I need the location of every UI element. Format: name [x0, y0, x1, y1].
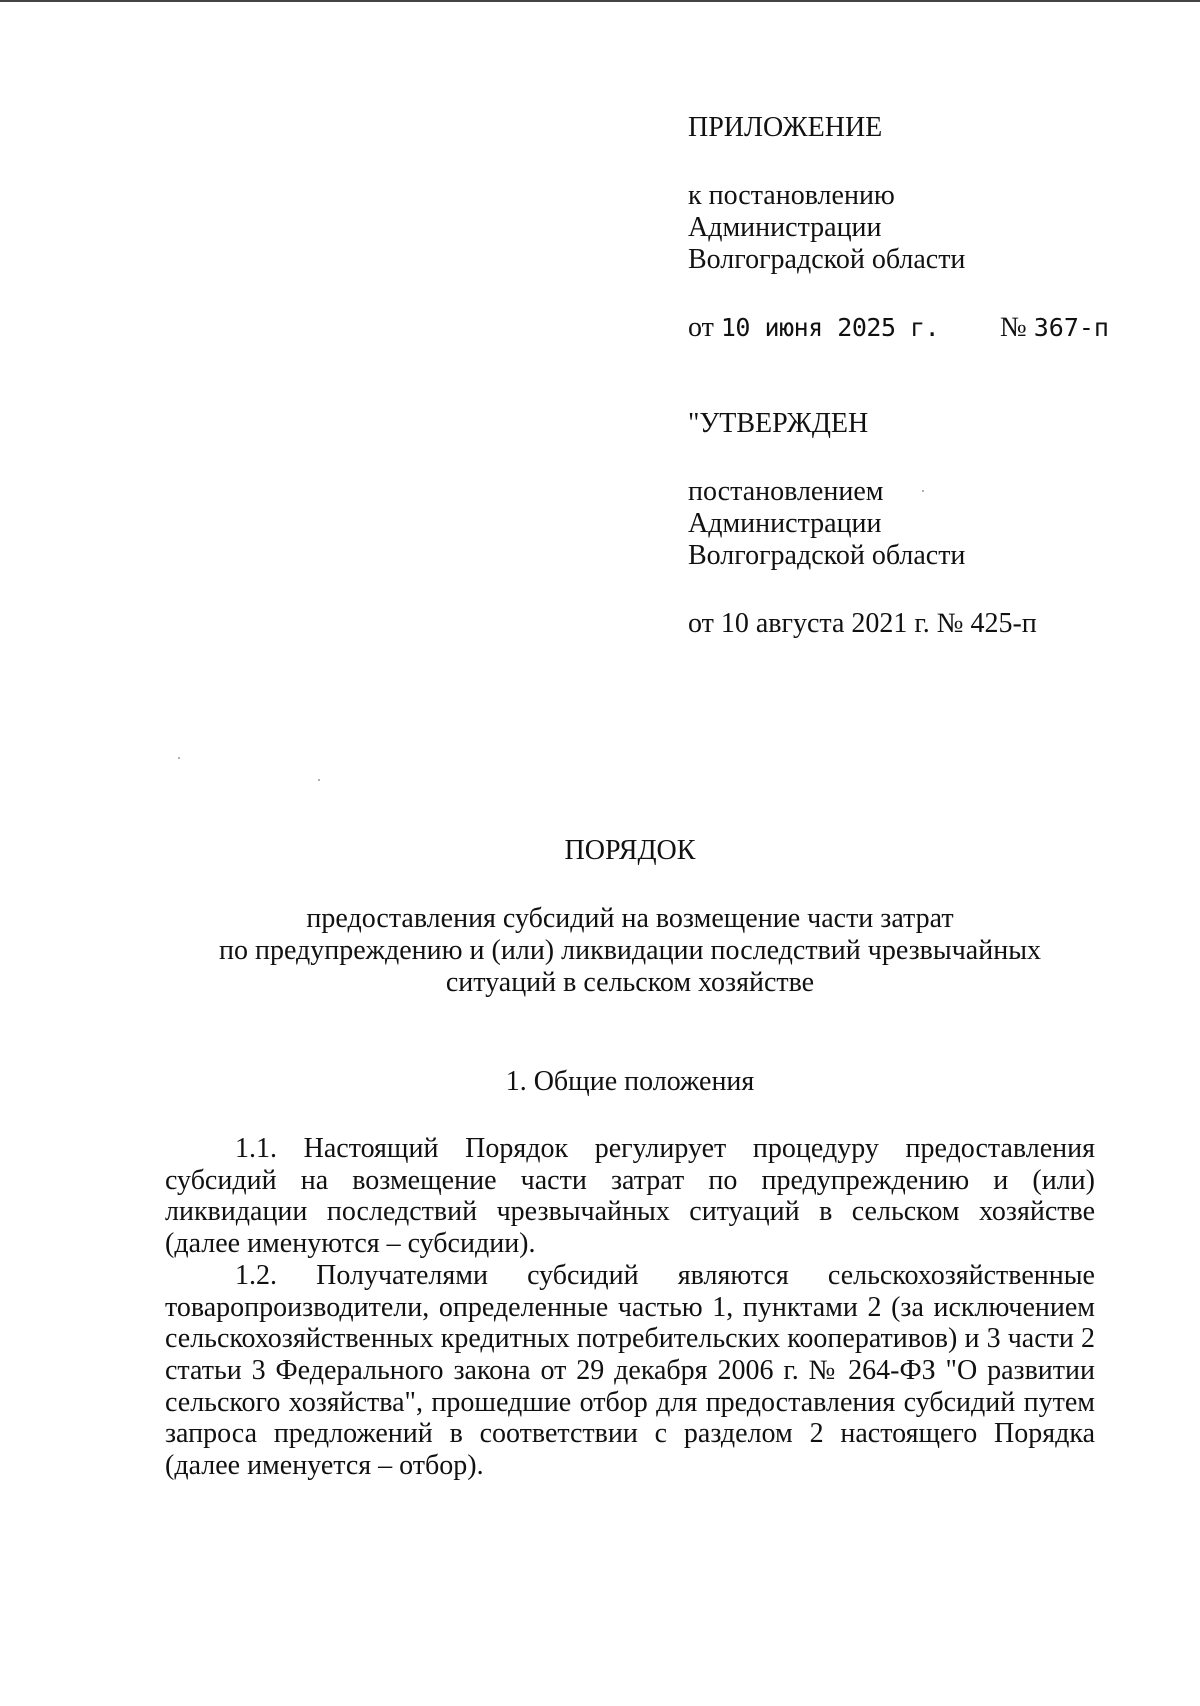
- approved-title: "УТВЕРЖДЕН: [688, 408, 869, 439]
- paragraph-1-2: 1.2. Получателями субсидий являются сельскохозяйственные товаропроизводители, определенные частью 1, пунктами 2 (за исключением сельскохозяйственных кредитных потребительских кооперативов) и 3 части 2 статьи 3 Федерального закона от 29 декабря 2006 г. № 264-ФЗ "О развитии сельского хозяйства", прошедшие отбор для предоставления субсидий путем запроса предложений в соответствии с разделом 2 настоящего Порядка (далее именуется – отбор).: [165, 1259, 1095, 1482]
- body-text: [165, 1133, 1095, 1482]
- to-resolution-line-1: к постановлению: [688, 180, 895, 211]
- scan-speck: [922, 490, 924, 492]
- appendix-date-line: [688, 312, 939, 344]
- page-top-edge: [0, 0, 1200, 2]
- subtitle-line-3: ситуаций в сельском хозяйстве: [445, 967, 815, 998]
- number-value: 367-п: [1033, 313, 1109, 342]
- date-prefix: от: [688, 312, 714, 343]
- approved-date-line: от 10 августа 2021 г. № 425-п: [688, 608, 1037, 639]
- paragraph-1-1: 1.1. Настоящий Порядок регулирует процедуру предоставления субсидий на возмещение части затрат по предупреждению и (или) ликвидации последствий чрезвычайных ситуаций в сельском хозяйстве (далее именуются – субсидии).: [165, 1133, 1095, 1260]
- appendix-number-line: [1000, 312, 1109, 344]
- approved-line-3: Волгоградской области: [688, 540, 966, 571]
- appendix-title: ПРИЛОЖЕНИЕ: [688, 112, 883, 143]
- scan-speck: [178, 757, 180, 759]
- subtitle-line-2: по предупреждению и (или) ликвидации последствий чрезвычайных: [218, 935, 1042, 966]
- to-resolution-line-3: Волгоградской области: [688, 244, 966, 275]
- to-resolution-line-2: Администрации: [688, 212, 882, 243]
- approved-line-1: постановлением: [688, 476, 884, 507]
- document-title: ПОРЯДОК: [564, 835, 696, 866]
- number-prefix: №: [1000, 312, 1027, 343]
- subtitle-line-1: предоставления субсидий на возмещение части затрат: [306, 903, 954, 934]
- section-title: 1. Общие положения: [505, 1066, 755, 1097]
- scan-speck: [318, 779, 320, 781]
- date-value: 10 июня 2025 г.: [720, 313, 940, 342]
- approved-line-2: Администрации: [688, 508, 882, 539]
